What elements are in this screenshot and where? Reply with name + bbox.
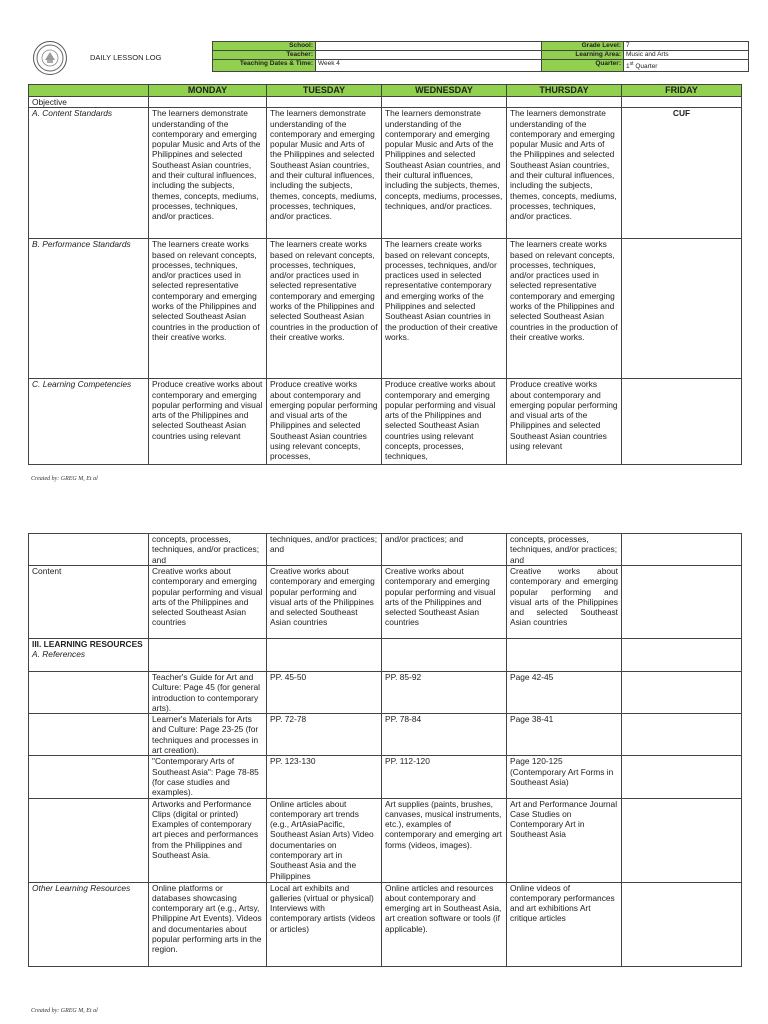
objective-label: Objective — [29, 97, 149, 108]
competencies-continued-tuesday: techniques, and/or practices; and — [267, 534, 382, 566]
learners-materials-wednesday: PP. 78-84 — [382, 714, 507, 756]
textbook-tuesday: PP. 123-130 — [267, 756, 382, 798]
lesson-log-table-page2 — [28, 533, 742, 967]
teachers-guide-tuesday: PP. 45-50 — [267, 672, 382, 714]
teacher-label: Teacher: — [213, 51, 316, 60]
learning-resources-label-cell — [29, 639, 149, 672]
school-value — [316, 42, 542, 51]
performance-standards-label: B. Performance Standards — [29, 239, 149, 379]
textbook-monday: "Contemporary Arts of Southeast Asia": Page 78-85 (for case studies and examples). — [149, 756, 267, 798]
corner-header-cell — [29, 85, 149, 97]
learners-materials-thursday: Page 38-41 — [507, 714, 622, 756]
additional-materials-wednesday: Art supplies (paints, brushes, canvases, musical instruments, etc.), examples of contemporary and emerging art forms (videos, images). — [382, 798, 507, 882]
competencies-continued-friday — [622, 534, 742, 566]
learning-competencies-label: C. Learning Competencies — [29, 379, 149, 465]
additional-materials-label-cell — [29, 798, 149, 882]
quarter-suffix: st — [629, 61, 634, 67]
teaching-dates-label: Teaching Dates & Time: — [213, 60, 316, 72]
content-friday — [622, 566, 742, 639]
seal-icon — [35, 43, 65, 73]
learning-competencies-friday — [622, 379, 742, 465]
document-title: DAILY LESSON LOG — [90, 53, 162, 62]
content-thursday: Creative works about contemporary and emerging popular performing and visual arts of the Philippines and selected Southeast Asian countries — [507, 566, 622, 639]
content-monday: Creative works about contemporary and emerging popular performing and visual arts of the Philippines and selected Southeast Asian countries — [149, 566, 267, 639]
performance-standards-tuesday: The learners create works based on relevant concepts, processes, techniques, and/or practices used in selected representative contemporary and emerging works of the Philippines and selected Southeast Asian countries in the production of their creative works. — [267, 239, 382, 379]
teachers-guide-wednesday: PP. 85-92 — [382, 672, 507, 714]
teaching-dates-value: Week 4 — [316, 60, 542, 72]
learners-materials-tuesday: PP. 72-78 — [267, 714, 382, 756]
learning-competencies-tuesday: Produce creative works about contemporary and emerging popular performing and visual arts of the Philippines and selected Southeast Asian countries using relevant concepts, processes, — [267, 379, 382, 465]
content-standards-wednesday: The learners demonstrate understanding of the contemporary and emerging popular Music and Arts of the Philippines and selected Southeast Asian countries, and their cultural influences, including the subjects, themes, concepts, mediums, processes, techniques, and/or practices. — [382, 108, 507, 239]
competencies-continued-monday: concepts, processes, techniques, and/or practices; and — [149, 534, 267, 566]
learning-competencies-wednesday: Produce creative works about contemporary and emerging popular performing and visual arts of the Philippines and selected Southeast Asian countries using relevant concepts, processes, techniques, — [382, 379, 507, 465]
competencies-continued-wednesday: and/or practices; and — [382, 534, 507, 566]
quarter-word: Quarter — [633, 63, 658, 71]
other-resources-label: Other Learning Resources — [29, 882, 149, 966]
day-header-tuesday: TUESDAY — [267, 85, 382, 97]
other-resources-monday: Online platforms or databases showcasing contemporary art (e.g., Artsy, Philippine Art Events). Videos and documentaries about popular performing arts in the region. — [149, 882, 267, 966]
performance-standards-thursday: The learners create works based on relevant concepts, processes, techniques, and/or practices used in selected representative contemporary and emerging works of the Philippines and selected Southeast Asian countries in the production of their creative works. — [507, 239, 622, 379]
textbook-friday — [622, 756, 742, 798]
other-resources-friday — [622, 882, 742, 966]
page1-footer: Created by: GREG M, Et al — [31, 476, 98, 482]
other-resources-wednesday: Online articles and resources about contemporary and emerging art in Southeast Asia, art creation software or tools (if applicable). — [382, 882, 507, 966]
teachers-guide-friday — [622, 672, 742, 714]
content-standards-tuesday: The learners demonstrate understanding of the contemporary and emerging popular Music and Arts of the Philippines and selected Southeast Asian countries, and their cultural influences, including the subjects, themes, concepts, mediums, processes, techniques, and/or practices. — [267, 108, 382, 239]
learners-materials-friday — [622, 714, 742, 756]
textbook-wednesday: PP. 112-120 — [382, 756, 507, 798]
performance-standards-friday — [622, 239, 742, 379]
learning-area-label: Learning Area: — [542, 51, 624, 60]
content-standards-monday: The learners demonstrate understanding of the contemporary and emerging popular Music and Arts of the Philippines and selected Southeast Asian countries, and their cultural influences, including the subjects, themes, concepts, mediums, processes, techniques, and/or practices. — [149, 108, 267, 239]
additional-materials-thursday: Art and Performance Journal Case Studies on Contemporary Art in Southeast Asia — [507, 798, 622, 882]
teachers-guide-monday: Teacher's Guide for Art and Culture: Page 45 (for general introduction to contemporary arts). — [149, 672, 267, 714]
learning-competencies-thursday: Produce creative works about contemporary and emerging popular performing and visual arts of the Philippines and selected Southeast Asian countries using relevant — [507, 379, 622, 465]
additional-materials-friday — [622, 798, 742, 882]
learning-area-value: Music and Arts — [624, 51, 749, 60]
references-label: A. References — [32, 649, 86, 660]
quarter-label: Quarter: — [542, 60, 624, 72]
additional-materials-tuesday: Online articles about contemporary art trends (e.g., ArtAsiaPacific, Southeast Asian Arts) Video documentaries on contemporary art in Southeast Asia and the Philippines — [267, 798, 382, 882]
header-info-table — [212, 41, 749, 72]
page2-footer: Created by: GREG M, Et al — [31, 1008, 98, 1014]
content-standards-friday: CUF — [622, 108, 742, 239]
teacher-value — [316, 51, 542, 60]
learners-materials-monday: Learner's Materials for Arts and Culture: Page 23-25 (for techniques and processes in art creation). — [149, 714, 267, 756]
day-header-friday: FRIDAY — [622, 85, 742, 97]
quarter-number: 1 — [626, 63, 630, 71]
additional-materials-monday: Artworks and Performance Clips (digital or printed) Examples of contemporary art pieces and performances from the Philippines and Southeast Asia. — [149, 798, 267, 882]
quarter-value — [624, 60, 749, 72]
content-standards-label: A. Content Standards — [29, 108, 149, 239]
content-tuesday: Creative works about contemporary and emerging popular performing and visual arts of the Philippines and selected Southeast Asian countries — [267, 566, 382, 639]
learners-materials-label-cell — [29, 714, 149, 756]
other-resources-thursday: Online videos of contemporary performances and art exhibitions Art critique articles — [507, 882, 622, 966]
day-header-wednesday: WEDNESDAY — [382, 85, 507, 97]
content-standards-thursday: The learners demonstrate understanding of the contemporary and emerging popular Music and Arts of the Philippines and selected Southeast Asian countries, and their cultural influences, including the subjects, themes, concepts, mediums, processes, techniques, and/or practices. — [507, 108, 622, 239]
content-label: Content — [29, 566, 149, 639]
other-resources-tuesday: Local art exhibits and galleries (virtual or physical) Interviews with contemporary artists (videos or articles) — [267, 882, 382, 966]
performance-standards-wednesday: The learners create works based on relevant concepts, processes, techniques, and/or practices used in selected representative contemporary and emerging works of the Philippines and selected Southeast Asian countries in the production of their creative works. — [382, 239, 507, 379]
teachers-guide-label-cell — [29, 672, 149, 714]
textbook-thursday: Page 120-125 (Contemporary Art Forms in Southeast Asia) — [507, 756, 622, 798]
school-label: School: — [213, 42, 316, 51]
grade-level-label: Grade Level: — [542, 42, 624, 51]
day-header-thursday: THURSDAY — [507, 85, 622, 97]
deped-seal-logo — [33, 41, 67, 75]
teachers-guide-thursday: Page 42-45 — [507, 672, 622, 714]
textbook-label-cell — [29, 756, 149, 798]
competencies-continued-label — [29, 534, 149, 566]
content-wednesday: Creative works about contemporary and emerging popular performing and visual arts of the Philippines and selected Southeast Asian countries — [382, 566, 507, 639]
competencies-continued-thursday: concepts, processes, techniques, and/or practices; and — [507, 534, 622, 566]
performance-standards-monday: The learners create works based on relevant concepts, processes, techniques, and/or practices used in selected representative contemporary and emerging works of the Philippines and selected Southeast Asian countries in the production of their creative works. — [149, 239, 267, 379]
learning-competencies-monday: Produce creative works about contemporary and emerging popular performing and visual arts of the Philippines and selected Southeast Asian countries using relevant — [149, 379, 267, 465]
grade-level-value: 7 — [624, 42, 749, 51]
lesson-log-table-page1 — [28, 84, 742, 465]
learning-resources-heading: III. LEARNING RESOURCES — [32, 639, 143, 649]
day-header-monday: MONDAY — [149, 85, 267, 97]
